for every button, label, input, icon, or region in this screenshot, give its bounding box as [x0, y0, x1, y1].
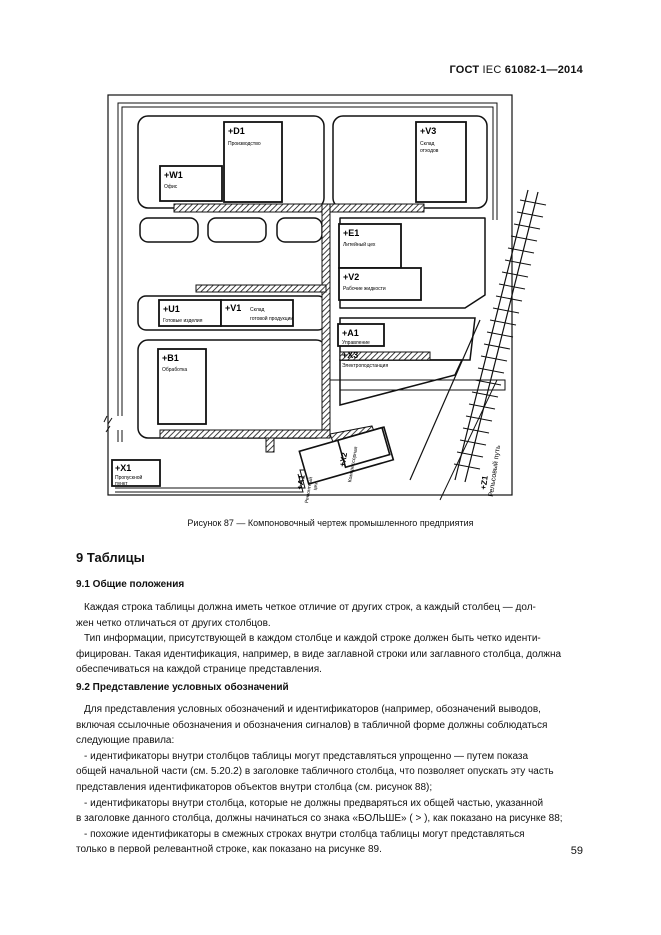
text-line: Для представления условных обозначений и идентификаторов (например, обозначений выводов, — [84, 704, 541, 715]
figure-caption: Рисунок 87 — Компоновочный чертеж промышленного предприятия — [187, 518, 474, 528]
block-b1 — [158, 349, 206, 424]
block-v2-name: Рабочие жидкости — [343, 286, 386, 292]
text-line: обеспечиваться на каждой странице представления. — [76, 664, 322, 676]
block-v3-name2: отходов — [420, 148, 439, 154]
text-line: в заголовке данного столбца, должны начинаться со знака «БОЛЬШЕ» ( > ), как показано на рисунке 88; — [76, 813, 563, 825]
block-d1-name: Производство — [228, 141, 261, 147]
block-v2 — [339, 268, 421, 300]
header-gost: ГОСТ — [449, 64, 480, 76]
subsection-9-1-text — [76, 600, 582, 678]
block-x3-name: Электроподстанция — [342, 363, 389, 369]
block-a1 — [338, 324, 384, 346]
block-w1 — [160, 166, 222, 201]
block-v1 — [221, 300, 293, 326]
block-v1-name1: Склад — [250, 307, 265, 313]
block-w1-name: Офис — [164, 184, 178, 190]
block-d1-code: +D1 — [228, 126, 245, 136]
block-a1-code: +A1 — [342, 328, 359, 338]
block-v1-code: +V1 — [225, 303, 242, 313]
section-heading: 9 Таблицы — [76, 550, 145, 565]
block-e1-name: Литейный цех — [343, 242, 376, 248]
block-a1-repair-code: +A1 — [295, 474, 307, 491]
block-a1-name: Управление — [342, 340, 370, 346]
block-v1-name2: готовой продукции — [250, 316, 294, 322]
block-x1-name1: Пропускной — [115, 475, 143, 481]
railway-name: Рельсовый путь — [487, 444, 503, 498]
block-v3-name1: Склад — [420, 141, 435, 147]
block-v3-code: +V3 — [420, 126, 437, 136]
header-standard-number: 61082-1—2014 — [504, 64, 583, 76]
block-v3 — [416, 122, 466, 202]
page-number: 59 — [570, 845, 583, 857]
text-line: фицирован. Такая идентификация, например, в виде заглавной строки или заглавного столбца, должна — [76, 648, 562, 660]
block-d1 — [224, 122, 282, 202]
block-u1-name: Готовые изделия — [163, 318, 203, 324]
block-u1 — [159, 300, 221, 326]
block-b1-name: Обработка — [162, 367, 188, 373]
block-v2-code: +V2 — [343, 272, 360, 282]
subsection-9-1-title: 9.1 Общие положения — [76, 579, 185, 590]
header-iec: IEC — [482, 64, 502, 76]
block-x2-code: +X2 — [337, 451, 350, 468]
railway-label — [478, 443, 502, 497]
block-a1-repair-name1: Ремонтный — [304, 476, 315, 504]
block-x1-code: +X1 — [115, 463, 132, 473]
text-line: общей начальной части (см. 5.20.2) в заголовке табличного столбца, что позволяет опускать эту часть — [76, 766, 554, 778]
text-line: жен четко отличаться от других столбцов. — [76, 617, 271, 629]
text-line: включая ссылочные обозначения и обозначения сигналов) в табличной форме должны соблюдаться — [76, 719, 548, 731]
block-w1-code: +W1 — [164, 170, 183, 180]
block-x1 — [112, 460, 160, 487]
subsection-9-2-title: 9.2 Представление условных обозначений — [76, 682, 289, 693]
block-z1-code: +Z1 — [478, 475, 490, 491]
block-x2-name: Компрессорная — [347, 446, 360, 483]
text-line: Тип информации, присутствующей в каждом столбце и каждой строке должен быть четко иденти- — [84, 633, 541, 645]
block-a1-repair-name2: цех — [312, 481, 320, 491]
text-line: следующие правила: — [76, 735, 175, 747]
text-line: - похожие идентификаторы в смежных строках внутри столбца таблицы могут представляться — [84, 828, 525, 840]
block-u1-code: +U1 — [163, 304, 180, 314]
block-x3-code: +X3 — [342, 350, 359, 360]
block-x1-name2: пункт — [115, 481, 128, 487]
block-e1 — [339, 224, 401, 268]
subsection-9-2-text — [76, 702, 582, 858]
text-line: только в первой релевантной строке, как показано на рисунке 89. — [76, 844, 382, 856]
text-line: представления идентификаторов объектов внутри столбца (см. рисунок 88); — [76, 781, 433, 793]
text-line: Каждая строка таблицы должна иметь четкое отличие от других строк, а каждый столбец — дол- — [84, 602, 536, 613]
block-b1-code: +B1 — [162, 353, 179, 363]
text-line: - идентификаторы внутри столбцов таблицы могут представляться упрощенно — путем показа — [84, 750, 529, 762]
block-e1-code: +E1 — [343, 228, 360, 238]
text-line: - идентификаторы внутри столбца, которые не должны предваряться их общей частью, указанной — [84, 797, 544, 809]
